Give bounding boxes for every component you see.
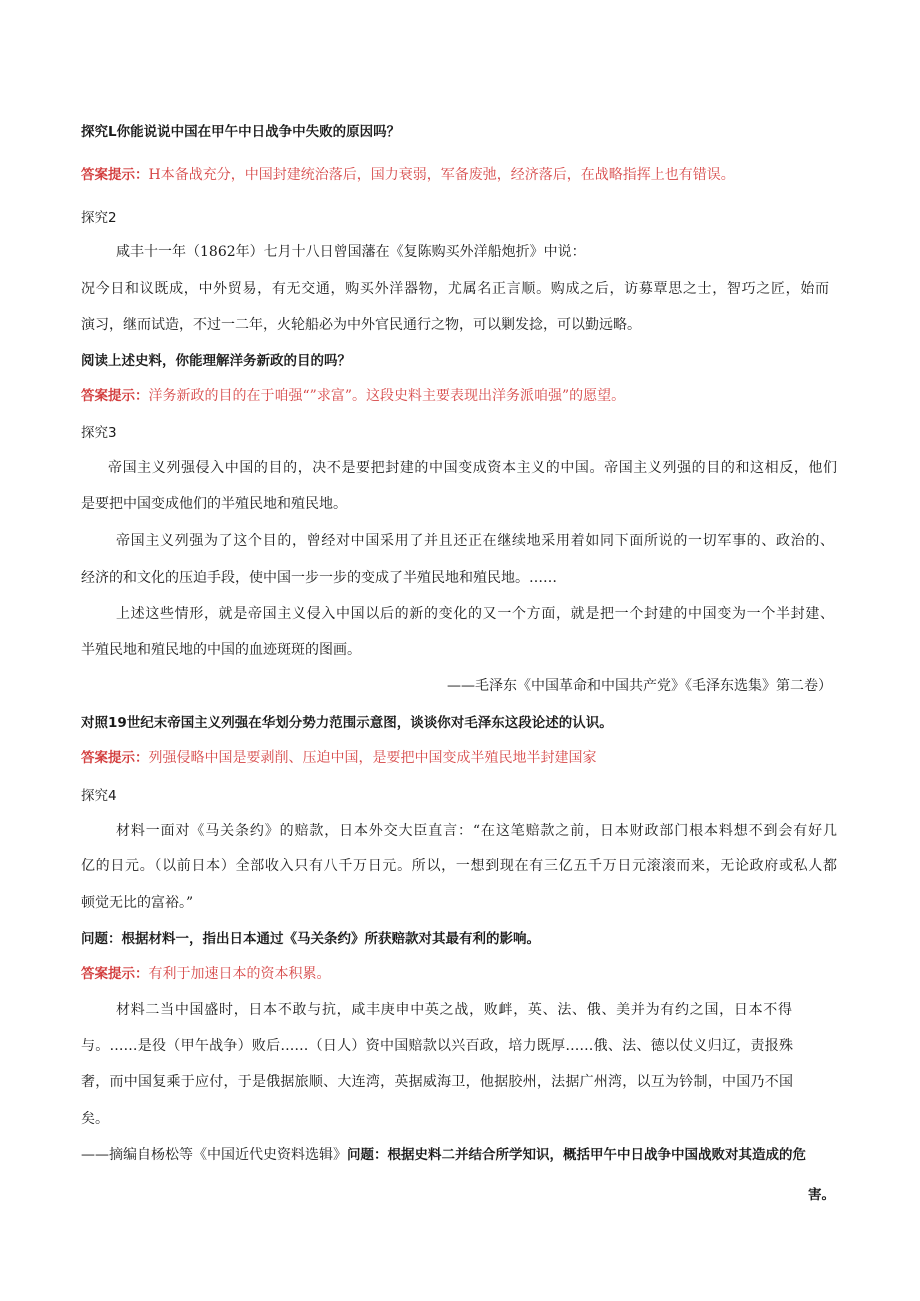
q4-title: 探究4 [81, 788, 117, 804]
q4-answer [81, 964, 331, 984]
q2-intro: 咸丰十一年（1862年）七月十八日曾国藩在《复陈购买外洋船炮折》中说： [116, 244, 586, 260]
answer-label: 答案提示： [81, 966, 149, 982]
q4-m1-line: 顿觉无比的富裕。” [81, 895, 194, 911]
q1-prompt: 探究L你能说说中国在甲午中日战争中失败的原因吗？ [81, 124, 401, 140]
answer-label: 答案提示： [81, 750, 149, 766]
q2-answer [81, 386, 625, 406]
q4-q1-prompt: 问题：根据材料一，指出日本通过《马关条约》所获赔款对其最有利的影响。 [81, 931, 540, 947]
answer-label: 答案提示： [81, 167, 149, 183]
q3-title: 探究3 [81, 425, 117, 441]
q4-m1-line: 亿的日元。（以前日本）全部收入只有八千万日元。所以，一想到现在有三亿五千万日元滚滚而来，无论政府或私人都 [81, 858, 837, 874]
q3-p1-line: 帝国主义列强侵入中国的目的，决不是要把封建的中国变成资本主义的中国。帝国主义列强的目的和这相反，他们 [108, 460, 837, 476]
q3-p2-line: 帝国主义列强为了这个目的，曾经对中国采用了并且还正在继续地采用着如同下面所说的一切军事的、政治的、 [116, 533, 834, 549]
q4-m1-line: 材料一面对《马关条约》的赔款，日本外交大臣直言：“在这笔赔款之前，日本财政部门根本料想不到会有好几 [116, 823, 837, 839]
q3-p1-line: 是要把中国变成他们的半殖民地和殖民地。 [81, 496, 347, 512]
q2-title: 探究2 [81, 210, 117, 226]
q3-p2-line: 经济的和文化的压迫手段，使中国一步一步的变成了半殖民地和殖民地。…… [81, 570, 557, 586]
q3-prompt: 对照19世纪末帝国主义列强在华划分势力范围示意图，谈谈你对毛泽东这段论述的认识。 [81, 715, 613, 731]
q4-m2-line: 奢，而中国复乘于应付，于是俄据旅顺、大连湾，英据威海卫，他据胶州，法据广州湾，以互为钤制，中国乃不国 [81, 1074, 793, 1090]
q2-prompt: 阅读上述史料，你能理解洋务新政的目的吗？ [81, 353, 351, 369]
q4-q2-prompt-end: 害。 [808, 1187, 835, 1203]
q4-q2-prompt: 问题：根据史料二并结合所学知识，概括甲午中日战争中国战败对其造成的危 [347, 1147, 806, 1163]
answer-text: 有利于加速日本的资本积累。 [148, 966, 331, 982]
q2-quote-line: 演习，继而试造，不过一二年，火轮船必为中外官民通行之物，可以剿发捻，可以勤远略。 [81, 317, 641, 333]
q4-m2-line: 与。……是役（甲午战争）败后……（日人）资中国赔款以兴百政，培力既厚……俄、法、德以仗义归辽，责报殊 [81, 1038, 793, 1054]
q3-source: ——毛泽东《中国革命和中国共产党》《毛泽东选集》第二卷） [447, 678, 832, 694]
q3-answer [81, 748, 597, 768]
q4-m2-source: ——摘编自杨松等《中国近代史资料选辑》 [81, 1147, 347, 1163]
answer-text: 列强侵略中国是要剥削、压迫中国，是要把中国变成半殖民地半封建国家 [148, 750, 597, 766]
answer-text: H本备战充分，中国封建统治落后，国力衰弱，军备废弛，经济落后，在战略指挥上也有错误。 [148, 167, 735, 183]
q4-q2-prompt-line [81, 1145, 806, 1165]
q4-m2-line: 矣。 [81, 1111, 109, 1127]
q4-m2-line: 材料二当中国盛时，日本不敢与抗，咸丰庚申中英之战，败衅，英、法、俄、美并为有约之国，日本不得 [116, 1002, 792, 1018]
answer-text: 洋务新政的目的在于咱强“”求富”。这段史料主要表现出洋务派咱强”的愿望。 [148, 388, 626, 404]
q1-answer [81, 165, 735, 185]
q3-p3-line: 半殖民地和殖民地的中国的血迹斑斑的图画。 [81, 642, 361, 658]
answer-label: 答案提示： [81, 388, 149, 404]
q2-quote-line: 况今日和议既成，中外贸易，有无交通，购买外洋器物，尤属名正言顺。购成之后，访募覃思之士，智巧之匠，始而 [81, 281, 829, 297]
q3-p3-line: 上述这些情形，就是帝国主义侵入中国以后的新的变化的又一个方面，就是把一个封建的中国变为一个半封建、 [116, 606, 834, 622]
